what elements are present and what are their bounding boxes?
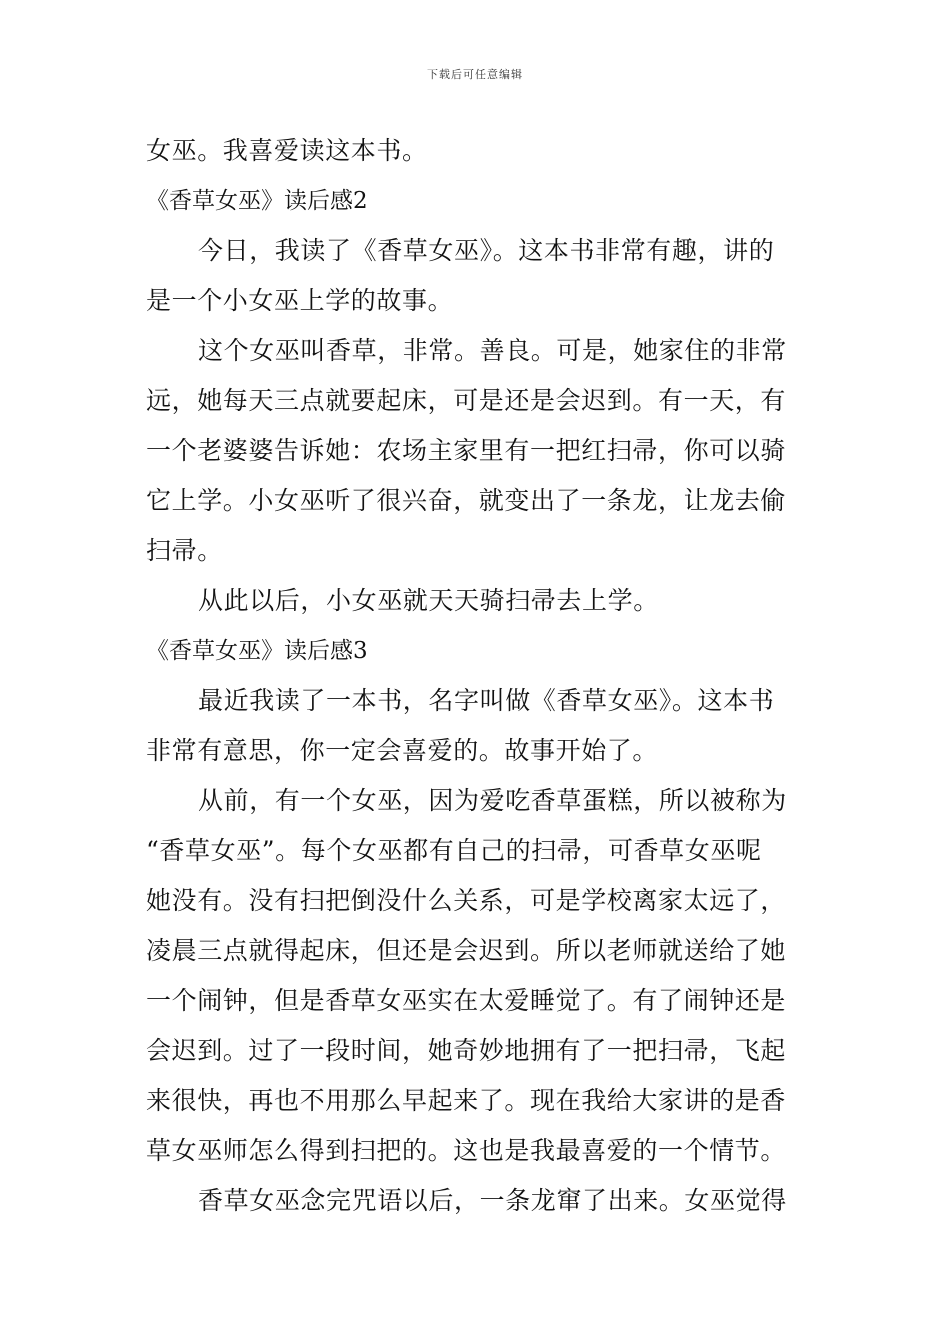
section-heading: 《香草女巫》读后感3 [146, 638, 368, 664]
text-line: 来很快，再也不用那么早起来了。现在我给大家讲的是香 [146, 1086, 787, 1115]
paragraph-first-line: 最近我读了一本书，名字叫做《香草女巫》。这本书 [198, 686, 775, 715]
text-line: 扫帚。 [146, 536, 223, 565]
text-line: 一个老婆婆告诉她：农场主家里有一把红扫帚，你可以骑 [146, 436, 787, 465]
text-line: 凌晨三点就得起床，但还是会迟到。所以老师就送给了她 [146, 936, 787, 965]
text-line: 一个闹钟，但是香草女巫实在太爱睡觉了。有了闹钟还是 [146, 986, 787, 1015]
paragraph-first-line: 香草女巫念完咒语以后，一条龙窜了出来。女巫觉得 [198, 1186, 787, 1215]
text-line: 她没有。没有扫把倒没什么关系，可是学校离家太远了， [146, 886, 787, 915]
text-line: 它上学。小女巫听了很兴奋，就变出了一条龙，让龙去偷 [146, 486, 787, 515]
paragraph-first-line: 今日，我读了《香草女巫》。这本书非常有趣，讲的 [198, 236, 775, 265]
text-line: 会迟到。过了一段时间，她奇妙地拥有了一把扫帚，飞起 [146, 1036, 787, 1065]
text-line: 远，她每天三点就要起床，可是还是会迟到。有一天，有 [146, 386, 787, 415]
text-line: 是一个小女巫上学的故事。 [146, 286, 454, 315]
document-body [146, 126, 806, 1226]
paragraph-first-line: 从前，有一个女巫，因为爱吃香草蛋糕，所以被称为 [198, 786, 787, 815]
text-line: 非常有意思，你一定会喜爱的。故事开始了。 [146, 736, 659, 765]
paragraph-first-line: 这个女巫叫香草，非常。善良。可是，她家住的非常 [198, 336, 787, 365]
text-line: 女巫。我喜爱读这本书。 [146, 136, 428, 165]
section-heading: 《香草女巫》读后感2 [146, 188, 368, 214]
page-header: 下载后可任意编辑 [427, 68, 523, 81]
text-line: “香草女巫”。每个女巫都有自己的扫帚，可香草女巫呢 [146, 836, 762, 865]
text-line: 草女巫师怎么得到扫把的。这也是我最喜爱的一个情节。 [146, 1136, 787, 1165]
paragraph-first-line: 从此以后，小女巫就天天骑扫帚去上学。 [198, 586, 659, 615]
